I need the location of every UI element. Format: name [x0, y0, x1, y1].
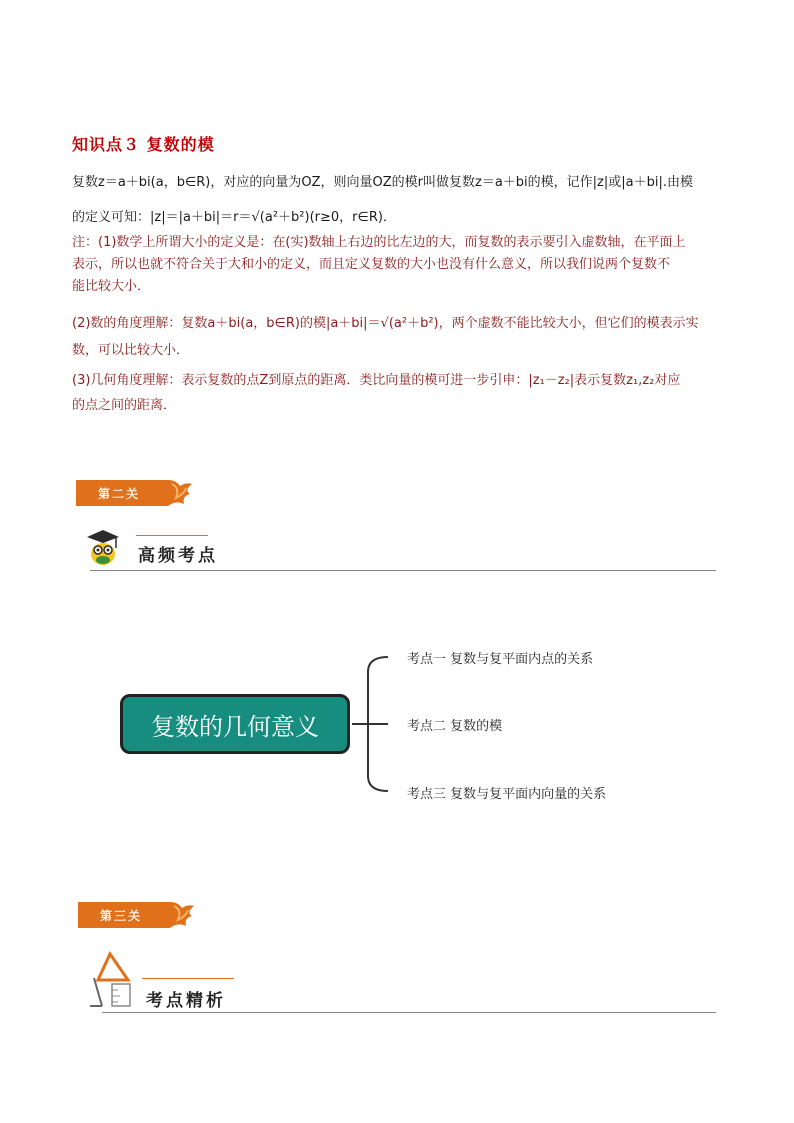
header-3-rule [102, 1012, 716, 1013]
header-3-accent-line [142, 978, 234, 979]
definition-line-1: 复数z＝a＋bi(a，b∈R)，对应的向量为OZ，则向量OZ的模r叫做复数z＝a＋bi的模，记作|z|或|a＋bi|.由模 [72, 175, 693, 190]
section-ribbon-2 [76, 478, 196, 508]
note-3-line-1: (3)几何角度理解：表示复数的点Z到原点的距离．类比向量的模可进一步引申：|z₁－z₂|表示复数z₁,z₂对应 [72, 373, 681, 388]
note-1-line-3: 能比较大小． [72, 279, 151, 294]
mindmap-branch-3: 考点三 复数与复平面内向量的关系 [407, 787, 607, 802]
note-2-line-2: 数，可以比较大小． [72, 343, 190, 358]
section-title: 知识点３ 复数的模 [72, 135, 215, 154]
header-2-title: 高频考点 [138, 546, 218, 566]
mindmap-central-node: 复数的几何意义 [120, 694, 350, 754]
note-2-line-1: (2)数的角度理解：复数a＋bi(a，b∈R)的模|a＋bi|＝√(a²＋b²)，两个虚数不能比较大小，但它们的模表示实 [72, 316, 699, 331]
header-2-rule [90, 570, 716, 571]
ribbon-3-label: 第三关 [100, 909, 143, 923]
ribbon-2-label: 第二关 [98, 487, 141, 501]
mindmap-branch-1: 考点一 复数与复平面内点的关系 [407, 652, 594, 667]
scholar-owl-icon [86, 528, 120, 566]
note-3-line-2: 的点之间的距离． [72, 398, 177, 413]
note-1-line-2: 表示，所以也就不符合关于大和小的定义，而且定义复数的大小也没有什么意义，所以我们说两个复数不 [72, 257, 671, 272]
header-3-title: 考点精析 [146, 991, 226, 1011]
drafting-tools-icon [88, 950, 136, 1010]
definition-line-2: 的定义可知：|z|＝|a＋bi|＝r＝√(a²＋b²)(r≥0，r∈R)． [72, 210, 396, 225]
mindmap-branch-2: 考点二 复数的模 [407, 719, 503, 734]
section-ribbon-3 [78, 900, 198, 930]
header-2-accent-line [136, 535, 208, 536]
note-1-line-1: 注：(1)数学上所谓大小的定义是：在(实)数轴上右边的比左边的大，而复数的表示要引入虚数轴，在平面上 [72, 235, 686, 250]
